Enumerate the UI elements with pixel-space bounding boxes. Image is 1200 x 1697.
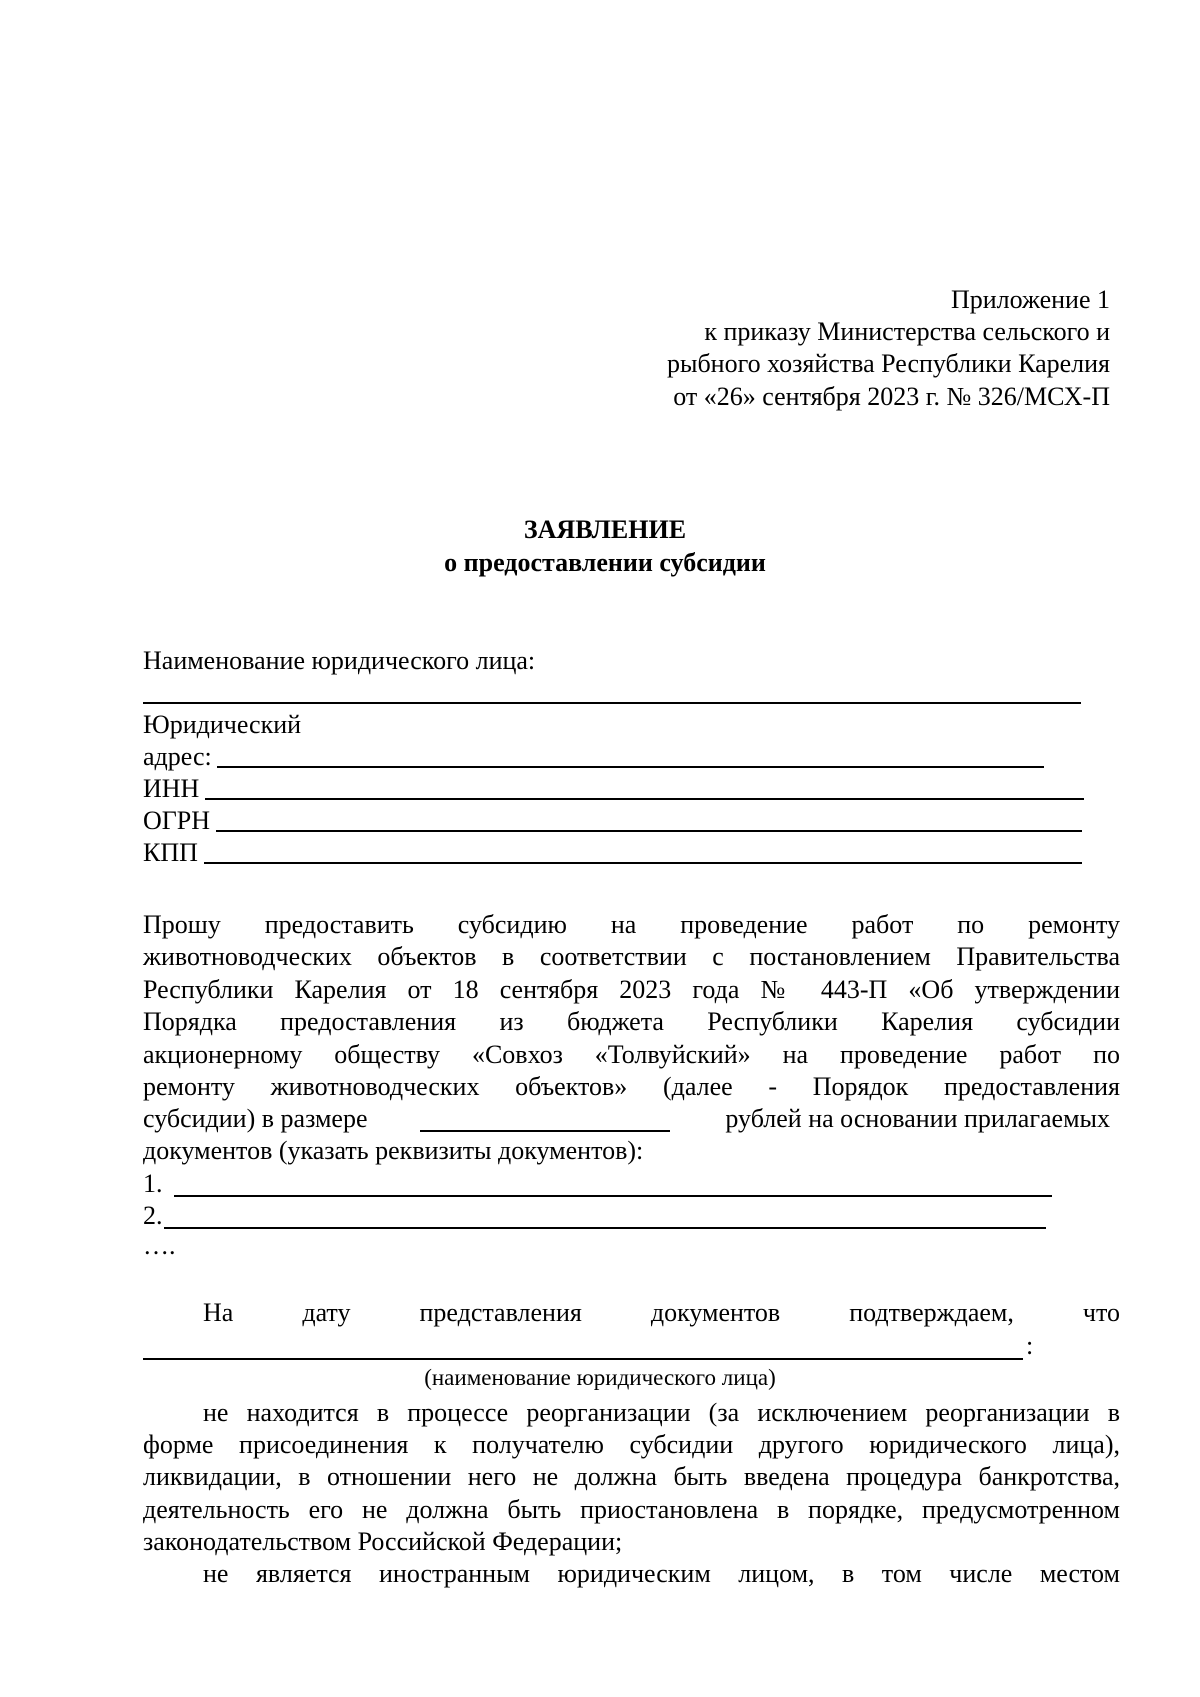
ogrn-label: ОГРН [143,806,211,835]
ogrn-line[interactable] [216,830,1082,832]
request-line-6: ремонту животноводческих объектов» (далее - Порядок предоставления [143,1072,1120,1101]
order-date-number: от «26» сентября 2023 г. № 326/МСХ-П [673,382,1110,411]
inn-label: ИНН [143,774,200,803]
condition-line-6: не является иностранным юридическим лицом, в том числе местом [203,1559,1120,1588]
request-line-8: документов (указать реквизиты документов): [143,1136,644,1165]
document-title: ЗАЯВЛЕНИЕ [523,515,687,544]
condition-line-5: законодательством Российской Федерации; [143,1527,623,1556]
document-item-2-number: 2. [143,1201,163,1230]
confirm-colon: : [1026,1331,1034,1360]
document-item-1-number: 1. [143,1169,163,1198]
kpp-label: КПП [143,838,198,867]
condition-line-2: форме присоединения к получателю субсидии другого юридического лица), [143,1430,1120,1459]
order-ref-line-2: рыбного хозяйства Республики Карелия [666,349,1110,378]
request-line-7-end: рублей на основании прилагаемых [725,1104,1110,1133]
address-line[interactable] [217,766,1044,768]
entity-name-line[interactable] [143,702,1081,704]
amount-line[interactable] [420,1130,670,1132]
request-line-3: Республики Карелия от 18 сентября 2023 года № 443-П «Об утверждении [143,975,1120,1004]
confirm-entity-line[interactable] [143,1358,1023,1360]
document-item-2-line[interactable] [164,1227,1046,1229]
entity-caption: (наименование юридического лица) [424,1365,776,1390]
request-line-5: акционерному обществу «Совхоз «Толвуйский» на проведение работ по [143,1040,1120,1069]
document-subtitle: о предоставлении субсидии [444,548,766,577]
entity-name-label: Наименование юридического лица: [143,646,536,675]
order-ref-line-1: к приказу Министерства сельского и [704,317,1110,346]
request-line-4: Порядка предоставления из бюджета Республики Карелия субсидии [143,1007,1120,1036]
condition-line-4: деятельность его не должна быть приостановлена в порядке, предусмотренном [143,1495,1120,1524]
kpp-line[interactable] [204,862,1082,864]
condition-line-1: не находится в процессе реорганизации (за исключением реорганизации в [203,1398,1120,1427]
condition-line-3: ликвидации, в отношении него не должна быть введена процедура банкротства, [143,1462,1120,1491]
confirm-line-1: На дату представления документов подтверждаем, что [203,1298,1120,1327]
request-line-2: животноводческих объектов в соответствии с постановлением Правительства [143,942,1120,971]
appendix-label: Приложение 1 [950,285,1110,314]
ellipsis: …. [143,1231,176,1260]
address-label-1: Юридический [143,710,302,739]
request-line-7-start: субсидии) в размере [143,1104,368,1133]
document-item-1-line[interactable] [174,1195,1052,1197]
inn-line[interactable] [205,798,1084,800]
request-line-1: Прошу предоставить субсидию на проведение работ по ремонту [143,910,1120,939]
address-label-2: адрес: [143,742,212,771]
